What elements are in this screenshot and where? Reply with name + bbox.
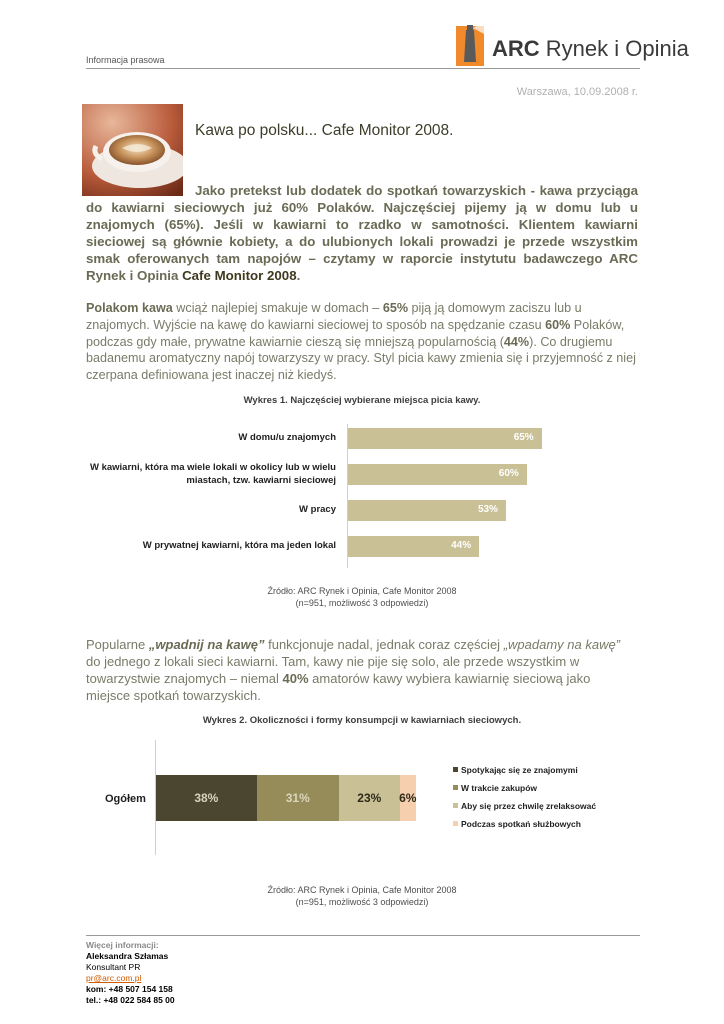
contact-footer: [86, 940, 175, 1006]
chart2-legend-item: [453, 783, 537, 793]
chart2-source: [0, 885, 724, 908]
footer-phone: tel.: +48 022 584 85 00: [86, 995, 175, 1005]
chart2-legend-label: Podczas spotkań służbowych: [461, 819, 581, 829]
p1-bold-3: 60%: [545, 317, 571, 332]
chart2-legend-label: Spotykając się ze znajomymi: [461, 765, 578, 775]
logo-text-bold: ARC: [492, 36, 540, 61]
chart2-category-label: Ogółem: [105, 793, 146, 805]
chart1-category-label-line: W domu/u znajomych: [238, 432, 336, 444]
chart2-segment-label: 23%: [357, 791, 382, 805]
chart2-legend-item: [453, 819, 581, 829]
chart1-category-label-line: W prywatnej kawiarni, która ma jeden lokal: [142, 540, 336, 552]
p2-text-2: funkcjonuje nadal, jednak coraz częściej: [264, 637, 504, 652]
chart1-source-line2: (n=951, możliwość 3 odpowiedzi): [295, 597, 429, 608]
p1-bold-4: 44%: [503, 334, 530, 349]
chart1-title: Wykres 1. Najczęściej wybierane miejsca picia kawy.: [243, 395, 481, 406]
footer-more-info: Więcej informacji:: [86, 940, 159, 950]
chart2-bar-segment: [156, 775, 257, 821]
p2-quote-1: „wpadnij na kawę”: [148, 637, 265, 652]
chart2-legend-item: [453, 765, 578, 775]
p1-bold-1: Polakom kawa: [86, 301, 173, 315]
chart2-segment-label: 6%: [399, 791, 417, 805]
chart1-category-label-line: W kawiarni, która ma wiele lokali w okolicy lub w wielu: [89, 462, 336, 473]
p2-bold-1: 40%: [282, 671, 309, 686]
lighthouse-logo-icon: [456, 22, 484, 66]
chart2-title: Wykres 2. Okoliczności i formy konsumpcji w kawiarniach sieciowych.: [202, 715, 522, 726]
chart1-category-label: [86, 504, 336, 517]
chart1-value-label: 44%: [451, 540, 472, 551]
p1-bold-2: 65%: [382, 301, 409, 315]
footer-mobile: kom: +48 507 154 158: [86, 984, 173, 994]
p2-text-4: amatorów kawy wybiera kawiarnię sieciową jako miejsce spotkań towarzyskich.: [86, 671, 591, 703]
p1-text-3: Polaków, podczas gdy małe, prywatne kawiarnie cieszą się mniejszą popularnością (: [86, 317, 625, 349]
chart1-value-label: 65%: [513, 432, 534, 443]
p1-text-1: wciąż najlepiej smakuje w domach –: [172, 301, 383, 315]
logo-text-light: Rynek i Opinia: [545, 36, 689, 61]
p2-quote-2: „wpadamy na kawę”: [503, 637, 621, 652]
body-paragraph-2: [86, 636, 638, 704]
arc-logo: [456, 22, 689, 72]
chart2-source-line2: (n=951, możliwość 3 odpowiedzi): [295, 896, 429, 907]
chart2-bar-segment: [339, 775, 400, 821]
chart1-value-label: 60%: [498, 468, 519, 479]
chart1-source: [0, 586, 724, 609]
footer-email-link[interactable]: pr@arc.com.pl: [86, 973, 142, 983]
p2-text-3: do jednego z lokali sieci kawiarni. Tam, kawy nie pije się solo, ale przede wszystkim w towarzystwie znajomych – niemal: [86, 654, 580, 686]
chart1-category-label-line: W pracy: [299, 504, 336, 516]
body-paragraph-1: [86, 300, 638, 384]
chart1-source-line1: Źródło: ARC Rynek i Opinia, Cafe Monitor 2008: [267, 586, 457, 596]
chart2-legend-swatch: [453, 821, 458, 826]
p1-text-2: piją ją domowym zaciszu lub u znajomych. Wyjście na kawę do kawiarni sieciowej to sposób na spędzanie czasu: [86, 301, 582, 332]
p1-text-4: ). Co drugiemu badanemu aromatyczny napój towarzyszy w pracy. Styl picia kawy zmienia się i przyjemność z niej czerpana definiowana jest inaczej niż kiedyś.: [86, 334, 636, 383]
lead-text: Jako pretekst lub dodatek do spotkań towarzyskich - kawa przyciąga do kawiarni sieciowych już 60% Polaków. Najczęściej pijemy ją w domu lub u znajomych (65%). Jeśli w kawiarni to rzadko w samotności. Klientem kawiarni sieciowej są głównie kobiety, a do ulubionych lokali prowadzi je przede wszystkim smak oferowanych tam napojów – czytamy w raporcie instytutu badawczego ARC Rynek i Opinia: [86, 183, 638, 283]
footer-contact-role: Konsultant PR: [86, 962, 141, 972]
footer-divider: [86, 935, 640, 936]
chart2-segment-label: 31%: [285, 791, 310, 805]
lead-paragraph: [86, 182, 638, 284]
chart2-legend-item: [453, 801, 596, 811]
chart2-legend-label: W trakcie zakupów: [461, 783, 538, 793]
chart2-legend-label: Aby się przez chwilę zrelaksować: [461, 801, 597, 811]
chart1-bar-chart: [80, 418, 560, 573]
chart2-bar-segment: [257, 775, 339, 821]
chart2-bar-segment: [400, 775, 416, 821]
lead-end: .: [296, 268, 301, 283]
chart1-category-label: [86, 432, 336, 445]
chart2-legend-swatch: [453, 767, 458, 772]
chart1-category-label: [86, 462, 336, 487]
footer-contact-name: Aleksandra Szłamas: [86, 951, 169, 961]
chart2-source-line1: Źródło: ARC Rynek i Opinia, Cafe Monitor 2008: [267, 885, 457, 895]
chart2-segment-label: 38%: [194, 791, 219, 805]
article-title: Kawa po polsku... Cafe Monitor 2008.: [195, 122, 454, 139]
chart1-category-label: [86, 540, 336, 553]
chart1-value-label: 53%: [477, 504, 498, 515]
chart1-bar: [348, 428, 542, 449]
p2-text-1: Popularne: [86, 637, 149, 652]
chart2-stacked-bar-chart: [100, 740, 620, 860]
chart2-legend-swatch: [453, 803, 458, 808]
document-type-label: Informacja prasowa: [86, 55, 165, 65]
chart1-category-label-line: miastach, tzw. kawiarni sieciowej: [186, 474, 336, 486]
chart2-legend-swatch: [453, 785, 458, 790]
lead-report-name: Cafe Monitor 2008: [182, 268, 297, 283]
dateline: Warszawa, 10.09.2008 r.: [516, 86, 638, 98]
